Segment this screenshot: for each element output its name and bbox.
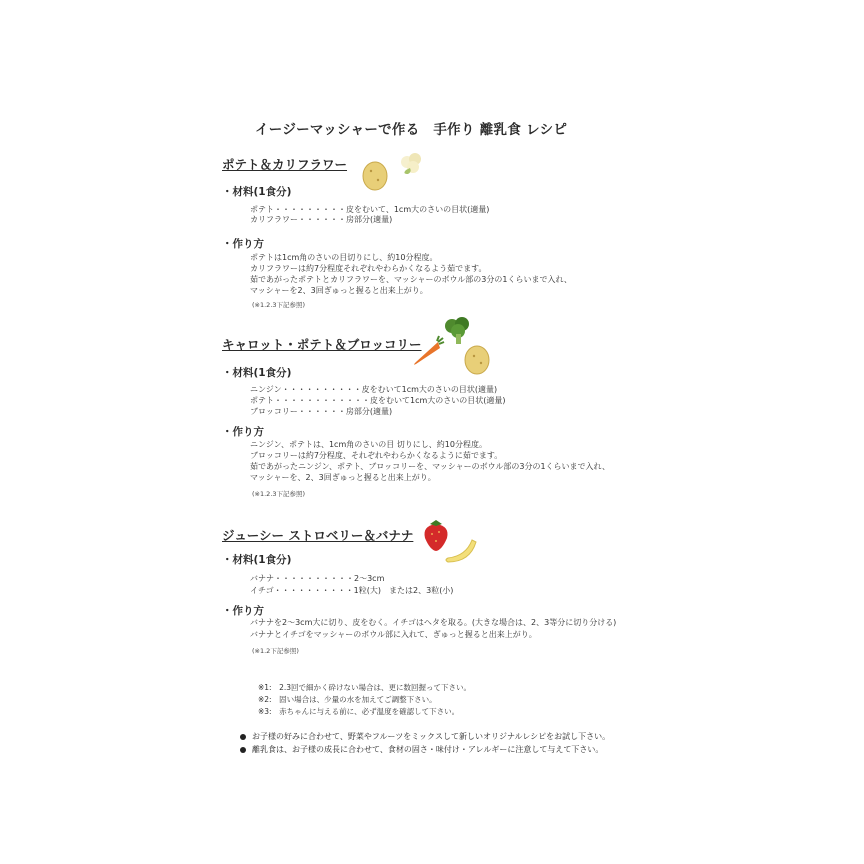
ingredients-heading: ・材料(1食分) bbox=[222, 554, 292, 566]
carrot-icon bbox=[410, 338, 444, 368]
footnote: ※1: 2.3回で細かく砕けない場合は、更に数回握って下さい。 bbox=[258, 683, 472, 692]
ingredient-line: カリフラワー・・・・・・房部分(適量) bbox=[250, 215, 393, 224]
bullet-text: お子様の好みに合わせて、野菜やフルーツをミックスして新しいオリジナルレシピをお試し下さい。 bbox=[252, 732, 611, 741]
section-note: (※1.2.3下記参照) bbox=[252, 490, 306, 498]
potato-icon bbox=[462, 344, 492, 376]
ingredient-line: ニンジン・・・・・・・・・・皮をむいて1cm大のさいの目状(適量) bbox=[250, 385, 498, 394]
bullet-dot-icon bbox=[240, 734, 246, 740]
cauliflower-icon bbox=[398, 150, 426, 176]
banana-icon bbox=[440, 538, 480, 568]
method-line: マッシャーを2、3回ぎゅっと握ると出来上がり。 bbox=[250, 286, 428, 295]
method-line: マッシャーを、2、3回ぎゅっと握ると出来上がり。 bbox=[250, 473, 436, 482]
ingredient-line: ブロッコリー・・・・・・房部分(適量) bbox=[250, 407, 393, 416]
broccoli-icon bbox=[442, 316, 476, 346]
section-title-potato-cauliflower: ポテト＆カリフラワー bbox=[222, 157, 348, 172]
method-line: 茹であがったポテトとカリフラワーを、マッシャーのボウル部の3分の1くらいまで入れ、 bbox=[250, 275, 572, 284]
method-line: ポテトは1cm角のさいの目切りにし、約10分程度。 bbox=[250, 253, 438, 262]
ingredient-line: ポテト・・・・・・・・・・・・皮をむいて1cm大のさいの目状(適量) bbox=[250, 396, 506, 405]
footnote: ※2: 固い場合は、少量の水を加えてご調整下さい。 bbox=[258, 695, 437, 704]
section-title-strawberry-banana: ジューシー ストロベリー＆バナナ bbox=[222, 528, 414, 543]
section-title-carrot-potato-broccoli: キャロット・ポテト＆ブロッコリー bbox=[222, 337, 422, 352]
method-line: ニンジン、ポテトは、1cm角のさいの目 切りにし、約10分程度。 bbox=[250, 440, 487, 449]
section-note: (※1.2.3下記参照) bbox=[252, 301, 306, 309]
bullet-item bbox=[240, 731, 610, 742]
ingredient-line: イチゴ・・・・・・・・・・1粒(大) または2、3粒(小) bbox=[250, 586, 454, 595]
page-title: イージーマッシャーで作る 手作り 離乳食 レシピ bbox=[255, 122, 568, 138]
method-line: カリフラワーは約7分程度それぞれやわらかくなるよう茹でます。 bbox=[250, 264, 487, 273]
method-line: ブロッコリーは約7分程度、それぞれやわらかくなるように茹でます。 bbox=[250, 451, 503, 460]
bullet-text: 離乳食は、お子様の成長に合わせて、食材の固さ・味付け・アレルギーに注意して与えて下さい。 bbox=[252, 745, 604, 754]
ingredients-heading: ・材料(1食分) bbox=[222, 186, 292, 198]
ingredient-line: バナナ・・・・・・・・・・2～3cm bbox=[250, 574, 385, 583]
section-note: (※1.2下記参照) bbox=[252, 647, 299, 655]
method-line: バナナとイチゴをマッシャーのボウル部に入れて、ぎゅっと握ると出来上がり。 bbox=[250, 630, 537, 639]
method-line: 茹であがったニンジン、ポテト、ブロッコリーを、マッシャーのボウル部の3分の1くらいまで入れ、 bbox=[250, 462, 611, 471]
potato-icon bbox=[360, 160, 390, 192]
ingredient-line: ポテト・・・・・・・・・皮をむいて、1cm大のさいの目状(適量) bbox=[250, 205, 490, 214]
method-heading: ・作り方 bbox=[222, 605, 264, 617]
method-heading: ・作り方 bbox=[222, 238, 264, 250]
bullet-dot-icon bbox=[240, 747, 246, 753]
ingredients-heading: ・材料(1食分) bbox=[222, 367, 292, 379]
footnote: ※3: 赤ちゃんに与える前に、必ず温度を確認して下さい。 bbox=[258, 707, 460, 716]
method-heading: ・作り方 bbox=[222, 426, 264, 438]
bullet-item bbox=[240, 744, 603, 755]
method-line: バナナを2～3cm大に切り、皮をむく。イチゴはヘタを取る。(大きな場合は、2、3等分に切り分ける) bbox=[250, 618, 617, 627]
